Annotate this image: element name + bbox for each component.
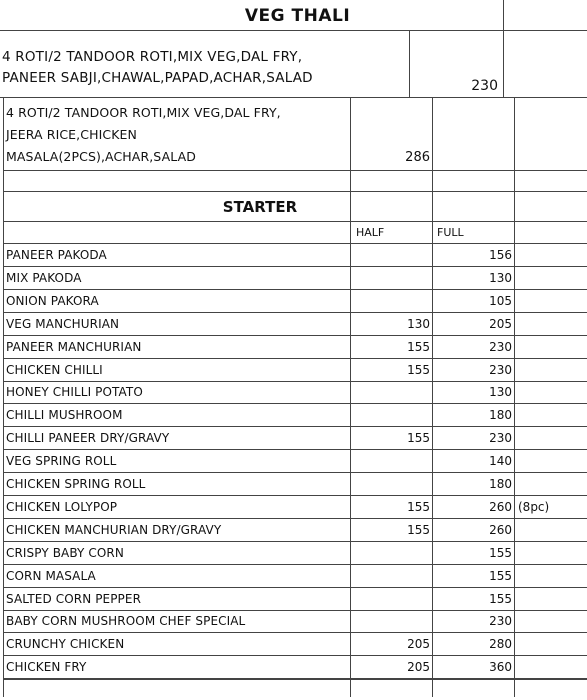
list-item [0,633,587,656]
half-price: 130 [407,316,430,331]
list-item [0,290,587,313]
thali-item-1-price: 230 [471,78,498,94]
item-name: CHICKEN MANCHURIAN DRY/GRAVY [6,522,222,537]
list-item [0,496,587,519]
list-item [0,404,587,427]
item-name: CHILLI MUSHROOM [6,408,123,423]
half-price: 155 [407,499,430,514]
half-price: 155 [407,522,430,537]
list-item [0,565,587,588]
full-price: 155 [489,568,512,583]
divider [0,30,587,31]
list-item [0,450,587,473]
full-price: 180 [489,408,512,423]
item-name: CHICKEN FRY [6,660,87,675]
list-item [0,610,587,633]
full-price: 155 [489,591,512,606]
full-price: 205 [489,316,512,331]
full-price: 230 [489,362,512,377]
thali-item-2-line-3: MASALA(2PCS),ACHAR,SALAD [6,149,196,164]
list-item [0,588,587,611]
full-price: 130 [489,270,512,285]
item-name: BABY CORN MUSHROOM CHEF SPECIAL [6,614,246,629]
item-name: SALTED CORN PEPPER [6,591,142,606]
full-price: 260 [489,522,512,537]
full-price: 180 [489,477,512,491]
half-price: 155 [407,362,430,377]
thali-item-1-description [2,47,313,89]
full-price: 155 [489,545,512,560]
item-name: ONION PAKORA [6,293,99,308]
list-item [0,381,587,404]
item-note: (8pc) [518,499,550,514]
item-name: CORN MASALA [6,568,96,583]
item-name: CHILLI PANEER DRY/GRAVY [6,431,170,446]
list-item [0,359,587,382]
half-price: 155 [407,431,430,446]
thali-item-1-line-1: 4 ROTI/2 TANDOOR ROTI,MIX VEG,DAL FRY, [2,49,303,65]
thali-item-1-line-2: PANEER SABJI,CHAWAL,PAPAD,ACHAR,SALAD [2,70,313,86]
list-item [0,542,587,565]
full-price: 105 [489,293,512,308]
item-name: MIX PAKODA [6,270,82,285]
divider [3,221,587,222]
half-column-header: HALF [356,226,385,239]
divider [0,97,587,98]
item-name: CHICKEN LOLYPOP [6,499,118,514]
item-name: CHICKEN SPRING ROLL [6,477,146,491]
full-price: 260 [489,499,512,514]
half-price: 155 [407,339,430,354]
half-price: 205 [407,660,430,675]
divider [409,30,410,98]
list-item [0,427,587,450]
full-column-header: FULL [437,226,464,239]
item-name: VEG MANCHURIAN [6,316,120,331]
full-price: 230 [489,339,512,354]
item-name: CRUNCHY CHICKEN [6,637,125,652]
list-item [0,336,587,359]
full-price: 230 [489,431,512,446]
list-item [0,656,587,679]
thali-item-2-price: 286 [405,150,430,165]
full-price: 280 [489,637,512,652]
list-item [0,267,587,290]
item-name: CHICKEN CHILLI [6,362,103,377]
list-item [0,244,587,267]
thali-item-2-line-2: JEERA RICE,CHICKEN [6,127,137,142]
item-name: CRISPY BABY CORN [6,545,124,560]
thali-item-2-line-1: 4 ROTI/2 TANDOOR ROTI,MIX VEG,DAL FRY, [6,105,281,120]
full-price: 140 [489,454,512,469]
starter-title: STARTER [222,198,298,216]
list-item [0,313,587,336]
veg-thali-title: VEG THALI [244,6,351,26]
item-name: PANEER PAKODA [6,248,107,262]
item-name: VEG SPRING ROLL [6,454,117,469]
divider [3,191,587,192]
full-price: 230 [489,614,512,629]
list-item [0,473,587,496]
item-name: PANEER MANCHURIAN [6,339,142,354]
full-price: 360 [489,660,512,675]
divider [503,30,504,98]
thali-item-2-description [6,102,281,168]
divider [3,170,587,171]
half-price: 205 [407,637,430,652]
full-price: 156 [489,248,512,262]
list-item [0,519,587,542]
item-name: HONEY CHILLI POTATO [6,385,143,400]
full-price: 130 [489,385,512,400]
divider [503,0,504,30]
divider [3,679,587,680]
